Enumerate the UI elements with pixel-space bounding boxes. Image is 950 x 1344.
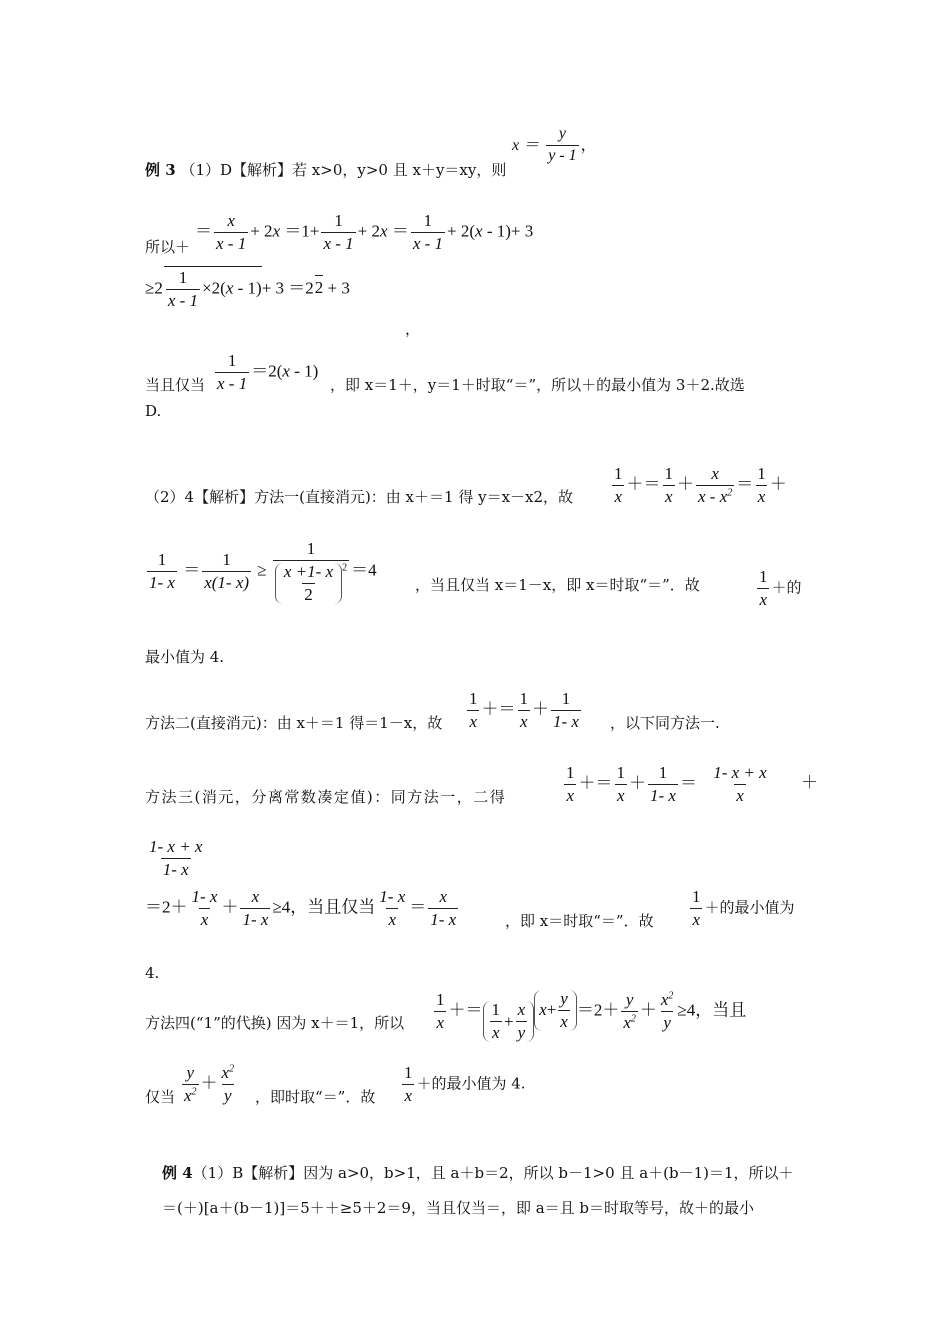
method-3-line: 方法三(消元，分离常数凑定值)：同方法一，二得 — [145, 788, 507, 806]
formula-method-3: $\frac{1}{x}$ ＋＝ $\frac{1}{x}$ ＋ $\frac{1}{1- x}$ ＝ $\frac{1- x + x}{x}$ ＋ — [566, 763, 818, 805]
ex3-part2-line-3: 最小值为 4. — [145, 648, 225, 666]
ex3-comma: ， — [405, 320, 421, 338]
ex3-part2-line-1: （2）4【解析】方法一(直接消元)：由 x＋＝1 得 y＝x－x2，故 — [145, 488, 574, 506]
formula-part2-b: $\frac{1}{1- x}$ ＝ $\frac{1}{x(1- x)}$ ≥ 1 $\frac{x +1- x}{2}$ $^2$ ＝4 — [149, 539, 377, 604]
formula-one-over-x: $\frac{1}{x}$ ＋的 — [759, 567, 802, 609]
formula-method-2: $\frac{1}{x}$ ＋＝ $\frac{1}{x}$ ＋ $\frac{1}{1- x}$ — [469, 689, 579, 731]
method-3-end: 4. — [145, 964, 160, 982]
ex3-line-1: 例 3 （1）D【解析】若 x>0，y>0 且 x＋y＝xy，则 — [145, 161, 507, 179]
formula-equality-condition: $\frac{1}{x - 1}$ ＝2(x - 1) — [217, 351, 319, 393]
ex4-line-2: ＝(＋)[a＋(b－1)]＝5＋＋≥5＋2＝9，当且仅当＝，即 a＝且 b＝时取等号，故＋的最小 — [162, 1199, 755, 1217]
method-2-tail: ，以下同方法一. — [610, 714, 720, 732]
ex3-part2-line-2: ，当且仅当 x＝1－x，即 x＝时取“＝”．故 — [415, 576, 700, 594]
formula-x-equals: x ＝ $\frac{y}{y - 1}$ ， — [512, 125, 597, 164]
ex3-line-2-prefix: 所以＋ — [145, 238, 191, 256]
ex3-line-4-text: ，即 x＝1＋，y＝1＋时取“＝”，所以＋的最小值为 3＋2.故选 — [330, 376, 745, 394]
method-2-line: 方法二(直接消元)：由 x＋＝1 得＝1－x，故 — [145, 714, 443, 732]
method-3-text: ，即 x＝时取“＝”．故 — [505, 912, 654, 930]
formula-method-4-c: $\frac{1}{x}$ ＋的最小值为 4. — [404, 1063, 526, 1105]
method-4-line: 方法四(“1”的代换) 因为 x＋＝1，所以 — [145, 1014, 405, 1032]
method-4-line-2: 仅当 — [145, 1088, 176, 1106]
formula-method-3-d: $\frac{1}{x}$ ＋的最小值为 — [692, 887, 795, 929]
formula-line-2: ＝ $\frac{x}{x - 1}$ + 2x ＝1+ $\frac{1}{x - 1}$ + 2x ＝ $\frac{1}{x - 1}$ + 2(x - 1)+ 3 — [195, 211, 534, 253]
ex3-line-4-end: D. — [145, 402, 162, 420]
formula-method-3-b: $\frac{1- x + x}{1- x}$ — [149, 837, 203, 879]
method-4-text: ，即时取“＝”．故 — [255, 1088, 376, 1106]
formula-line-3: ≥2 $\frac{1}{x - 1}$ ×2(x - 1)+ 3 ＝22 + 3 — [145, 268, 350, 310]
ex4-line-1: 例 4（1）B【解析】因为 a>0，b>1，且 a＋b＝2，所以 b－1>0 且 a＋(b－1)＝1，所以＋ — [162, 1164, 794, 1182]
formula-part2-a: $\frac{1}{x}$ ＋＝ $\frac{1}{x}$ ＋ $\frac{x}{x - x^2}$ ＝ $\frac{1}{x}$ ＋ — [614, 464, 787, 506]
formula-method-3-c: ＝2＋ $\frac{1- x}{x}$ ＋ $\frac{x}{1- x}$ ≥4，当且仅当 $\frac{1- x}{x}$ ＝ $\frac{x}{1- x}$ — [145, 887, 457, 929]
ex3-line-4: 当且仅当 — [145, 376, 206, 394]
formula-method-4: $\frac{1}{x}$ ＋＝ $\frac{1}{x}$ + $\frac{x}{y}$ x + $\frac{y}{x}$ ＝2＋ $\frac{y}{x^2}$ ＋ $\frac{x^2}{y}$ ≥4，当且 — [436, 989, 747, 1043]
formula-method-4-b: $\frac{y}{x^2}$ ＋ $\frac{x^2}{y}$ — [184, 1063, 235, 1105]
fraction: $\frac{y}{y - 1}$ — [548, 125, 577, 164]
